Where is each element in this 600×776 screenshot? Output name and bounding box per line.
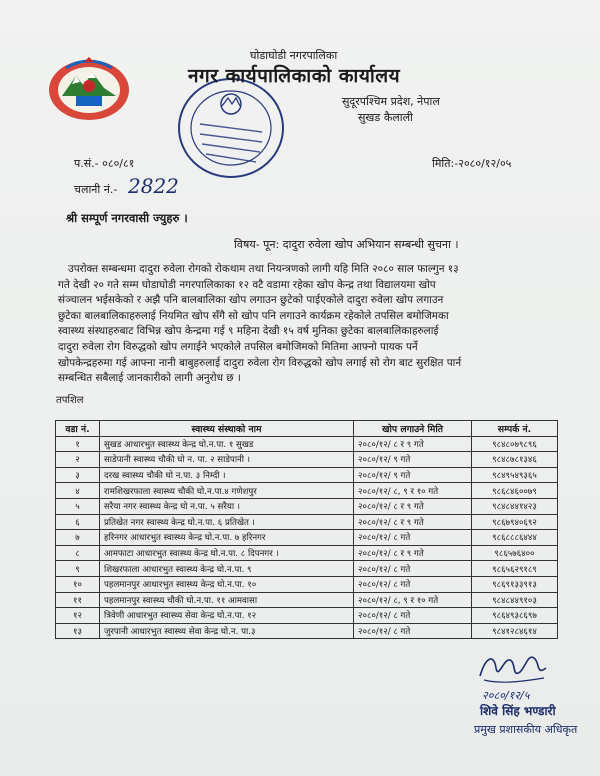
vaccination-schedule-table [55, 420, 558, 639]
date-cell: २०८०/१२/ ८ गते [354, 576, 472, 592]
ward-cell: ९ [56, 561, 100, 577]
contact-cell: ९८६५६२९१८९ [472, 561, 558, 577]
contact-cell: ९८४९५४९३६५ [472, 467, 558, 483]
institution-cell: त्रिवेणी आधारभुत स्वास्थ्य सेवा केन्द्र घो.न.पा. १२ [100, 608, 354, 624]
date-cell: २०८०/१२/ ८ र ९ गते [354, 436, 472, 452]
ward-cell: ६ [56, 514, 100, 530]
contact-cell: ९८६८४६००७९ [472, 483, 558, 499]
institution-cell: दरख स्वास्थ्य चौकी घो न.पा. ३ निम्दी । [100, 467, 354, 483]
body-line: छुटेका बालबालिकाहरुलाई नियमित खोप सँगै सो खोप पनि लगाउने कार्यक्रम रहेकोले तपसिल बमोजिमका [58, 309, 449, 322]
contact-cell: ९८४८४४९१०३ [472, 592, 558, 608]
municipality-emblem-logo [46, 56, 132, 122]
table-row [56, 514, 558, 530]
reference-number: प.सं.- ०८०/८१ [74, 157, 135, 170]
table-row [56, 608, 558, 624]
date-cell: २०८०/१२/ ९ गते [354, 467, 472, 483]
column-header-institution: स्वास्थ्य संस्थाको नाम [100, 421, 354, 437]
institution-cell: प्रतिखेत नगर स्वास्थ्य केन्द्र घो.न.पा. ६ प्रतिखेत । [100, 514, 354, 530]
institution-cell: पहलमानपुर स्वास्थ्य चौकी घो.न.पा. ११ आमवासा [100, 592, 354, 608]
table-row [56, 436, 558, 452]
table-row [56, 483, 558, 499]
date-cell: २०८०/१२/ ९ गते [354, 452, 472, 468]
letter-date: मिति:-२०८०/१२/०५ [432, 157, 512, 170]
office-title: नगर कार्यपालिकाको कार्यालय [188, 65, 401, 87]
contact-cell: ९८६७९४०६९२ [472, 514, 558, 530]
ward-cell: १ [56, 436, 100, 452]
table-row [56, 592, 558, 608]
contact-cell: ९८४१२८४६१४ [472, 623, 558, 639]
signatory-title: प्रमुख प्रशासकीय अधिकृत [474, 723, 578, 736]
contact-cell: ९८४८७८१३४६ [472, 452, 558, 468]
institution-cell: हरिनगर आधारभुत स्वास्थ्य केन्द्र घो.न.पा. ७ हरिनगर [100, 530, 354, 546]
table-row [56, 452, 558, 468]
institution-cell: सुखड आधारभुत स्वास्थ्य केन्द्र घो.न.पा. १ सुखड [100, 436, 354, 452]
municipality-name: घोडाघोडी नगरपालिका [250, 49, 338, 62]
handwritten-signature [476, 646, 550, 690]
institution-cell: साडेपानी स्वास्थ्य चौकी घो न. पा. २ साडेपानी । [100, 452, 354, 468]
address-line: सुखड कैलाली [358, 111, 413, 124]
body-line: स्वास्थ्य संस्थाहरुबाट विभिन्न खोप केन्द्रमा गई ९ महिना देखी १५ वर्ष मुनिका छुटेका बालबालिकाहरुलाई [58, 325, 439, 338]
ward-cell: १० [56, 576, 100, 592]
table-row [56, 530, 558, 546]
date-cell: २०८०/१२/ ८ गते [354, 608, 472, 624]
column-header-date: खोप लगाउने मिति [354, 421, 472, 437]
institution-cell: पहलमानपुर आधारभुत स्वास्थ्य केन्द्र घो.न.पा. १० [100, 576, 354, 592]
dispatch-number-handwritten: 2822 [128, 174, 179, 198]
ward-cell: ५ [56, 498, 100, 514]
date-cell: २०८०/१२/ ८ र ९ गते [354, 498, 472, 514]
contact-cell: ९८६८८८६४४४ [472, 530, 558, 546]
table-row [56, 467, 558, 483]
institution-cell: आमफाटा आधारभुत स्वास्थ्य केन्द्र घो.न.पा. ८ दिपनगर । [100, 545, 354, 561]
table-header-row [56, 421, 558, 437]
contact-cell: ९८६९१३३९१३ [472, 576, 558, 592]
table-row [56, 561, 558, 577]
ward-cell: ८ [56, 545, 100, 561]
date-cell: २०८०/१२/ ८, ९ र १० गते [354, 483, 472, 499]
date-cell: २०८०/१२/ ८ गते [354, 530, 472, 546]
column-header-ward: वडा नं. [56, 421, 100, 437]
contact-cell: ९८६४९३८६९७ [472, 608, 558, 624]
ward-cell: ११ [56, 592, 100, 608]
table-row [56, 545, 558, 561]
contact-cell: ९८६५७६४०० [472, 545, 558, 561]
ward-cell: १३ [56, 623, 100, 639]
institution-cell: रामशिखरफाला स्वास्थ्य चौकी घो.न.पा.४ गणेशपुर [100, 483, 354, 499]
schedule-label: तपशिल [56, 395, 84, 406]
ward-cell: ३ [56, 467, 100, 483]
contact-cell: ९८४८०७९८९६ [472, 436, 558, 452]
body-line: संञ्चालन भईसकेको र अझै पनि बालबालिका खोप लगाउन छुटेको पाईएकोले दादुरा रुवेला खोप लगाउन [58, 294, 444, 307]
body-line: गते देखी २० गते सम्म घोडाघोडी नगरपालिकाका १२ वटै वडामा रहेका खोप केन्द्र तथा विद्यालयमा खोप [58, 278, 436, 291]
institution-cell: शिखरफाला आधारभुत स्वास्थ्य केन्द्र घो.न.पा. ९ [100, 561, 354, 577]
ward-cell: २ [56, 452, 100, 468]
recipient-line: श्री सम्पूर्ण नगरवासी ज्युहरु । [66, 211, 188, 225]
ward-cell: ७ [56, 530, 100, 546]
contact-cell: ९८४८४४१४२३ [472, 498, 558, 514]
table-row [56, 623, 558, 639]
date-cell: २०८०/१२/ ८ गते [354, 623, 472, 639]
dispatch-label: चलानी नं.- [74, 183, 118, 196]
column-header-contact: सम्पर्क नं. [472, 421, 558, 437]
subject-line: विषय- पून: दादुरा रुवेला खोप अभियान सम्बन्धी सुचना । [234, 238, 459, 251]
date-cell: २०८०/१२/ ८ र ९ गते [354, 545, 472, 561]
table-row [56, 498, 558, 514]
signatory-name: शिवे सिंह भण्डारी [480, 704, 556, 718]
signature-date: २०८०/१२/५ [482, 689, 530, 702]
date-cell: २०८०/१२/ ८ र ९ गते [354, 514, 472, 530]
institution-cell: सरैया नगर स्वास्थ्य केन्द्र घो न.पा. ५ सरैया । [100, 498, 354, 514]
province-line: सुदूरपश्चिम प्रदेश, नेपाल [342, 95, 440, 108]
date-cell: २०८०/१२/ ८, ९ र १० गते [354, 592, 472, 608]
ward-cell: १२ [56, 608, 100, 624]
body-line: दादुरा रुवेला रोग विरुद्धको खोप लगाईने भएकोले तपसिल बमोजिमको मितिमा आफ्नो पायक पर्ने [58, 340, 418, 353]
ward-cell: ४ [56, 483, 100, 499]
date-cell: २०८०/१२/ ८ गते [354, 561, 472, 577]
body-line: सम्बन्धित सबैलाई जानकारीको लागी अनुरोध छ । [58, 372, 241, 385]
office-seal-stamp [176, 76, 286, 180]
institution-cell: जुरपानी आधारभुत स्वास्थ्य सेवा केन्द्र घो.न. पा.३ [100, 623, 354, 639]
table-row [56, 576, 558, 592]
body-line: उपरोक्त सम्बन्धमा दादुरा रुवेला रोगको रोकथाम तथा नियन्त्रणको लागी यहि मिति २०८० साल फाल्गुन १३ [68, 263, 459, 275]
notice-body [58, 262, 558, 387]
body-line: खोपकेन्द्रहरुमा गई आफ्ना नानी बाबुहरुलाई दादुरा रुवेला रोग विरुद्धको खोप लगाई सो रोग बाट सुरक्षित पार्न [58, 356, 462, 369]
